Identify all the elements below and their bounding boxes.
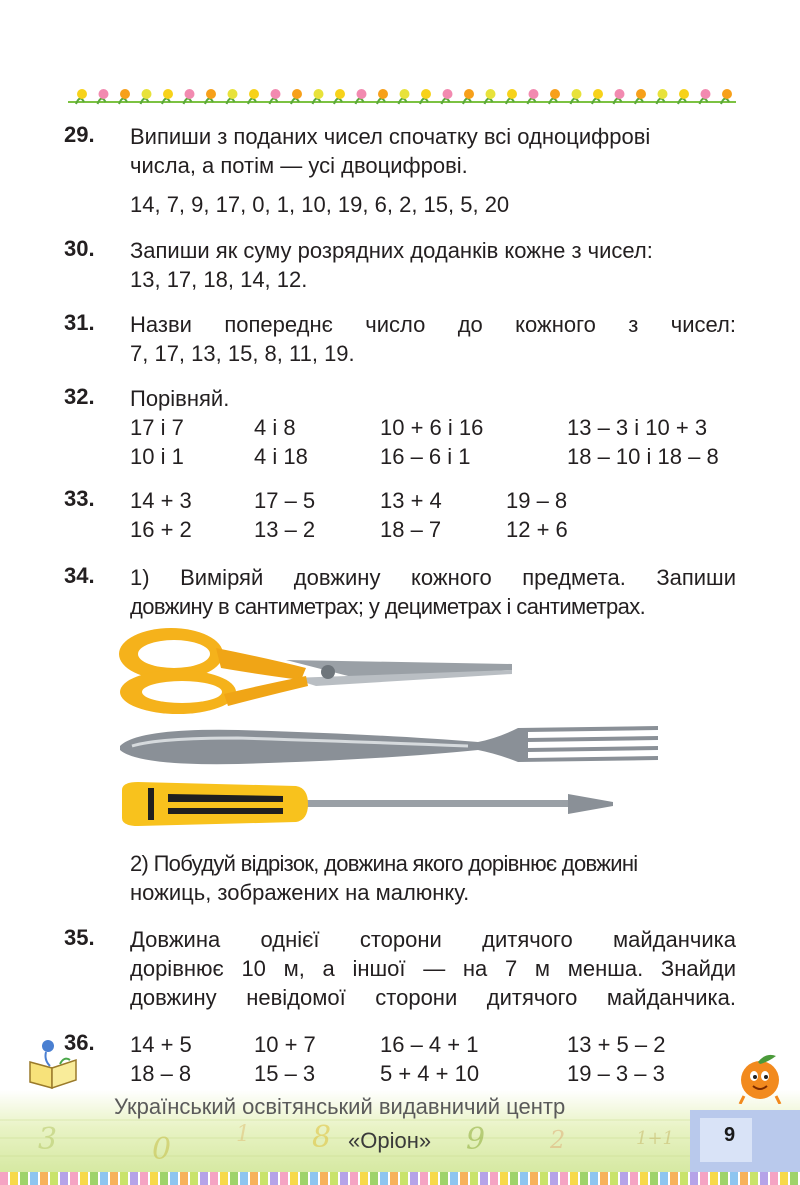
expression: 17 і 7 bbox=[130, 415, 184, 440]
decor-digit: 8 bbox=[312, 1120, 332, 1155]
expression: 13 – 2 bbox=[254, 517, 316, 542]
task-text: довжину в сантиметрах; у дециметрах і сантиметрах. bbox=[130, 594, 646, 619]
expression: 4 і 8 bbox=[254, 415, 296, 440]
page-number: 9 bbox=[724, 1124, 736, 1146]
comparison-row bbox=[130, 442, 736, 471]
expression-row bbox=[130, 1030, 736, 1059]
task-text: Запиши як суму розрядних доданків кожне з чисел: bbox=[130, 238, 653, 263]
expression: 10 + 6 і 16 bbox=[380, 415, 484, 440]
orange-mascot-icon bbox=[736, 1052, 786, 1104]
expression: 19 – 3 – 3 bbox=[567, 1061, 665, 1086]
task-number: 29. bbox=[64, 122, 95, 147]
publisher-brand: «Оріон» bbox=[348, 1128, 432, 1153]
fork-icon bbox=[118, 720, 663, 780]
task-number: 35. bbox=[64, 925, 95, 950]
expression: 13 + 5 – 2 bbox=[567, 1032, 666, 1057]
task-text: числа, а потім — усі двоцифрові. bbox=[130, 153, 468, 178]
expression: 18 – 10 і 18 – 8 bbox=[567, 444, 719, 469]
expression: 16 + 2 bbox=[130, 517, 192, 542]
task-number: 36. bbox=[64, 1030, 95, 1055]
task-body bbox=[130, 310, 736, 368]
expression: 15 – 3 bbox=[254, 1061, 316, 1086]
number-list: 13, 17, 18, 14, 12. bbox=[130, 267, 308, 292]
expression: 14 + 5 bbox=[130, 1032, 192, 1057]
flower-border-icon bbox=[68, 80, 736, 110]
task-text: 2) Побудуй відрізок, довжина якого дорівнює довжині bbox=[130, 851, 638, 876]
task-body bbox=[130, 486, 736, 544]
expression: 5 + 4 + 10 bbox=[380, 1061, 480, 1086]
number-list: 14, 7, 9, 17, 0, 1, 10, 19, 6, 2, 15, 5, 20 bbox=[130, 192, 510, 217]
expression: 13 + 4 bbox=[380, 488, 442, 513]
expression: 12 + 6 bbox=[506, 517, 568, 542]
task-body bbox=[130, 384, 736, 471]
task-body bbox=[130, 849, 736, 907]
expression: 18 – 7 bbox=[380, 517, 442, 542]
expression: 10 і 1 bbox=[130, 444, 184, 469]
decor-digit: 1+1 bbox=[636, 1128, 674, 1149]
expression: 16 – 4 + 1 bbox=[380, 1032, 479, 1057]
screwdriver-icon bbox=[118, 780, 613, 830]
expression: 17 – 5 bbox=[254, 488, 316, 513]
expression: 13 – 3 і 10 + 3 bbox=[567, 415, 708, 440]
decor-digit: 9 bbox=[466, 1122, 486, 1157]
task-body bbox=[130, 122, 736, 219]
measurement-objects bbox=[110, 620, 670, 835]
task-text: Випиши з поданих чисел спочатку всі одноцифрові bbox=[130, 124, 651, 149]
decor-digit: 0 bbox=[152, 1132, 172, 1167]
decor-digit: 1 bbox=[236, 1122, 250, 1147]
task-number: 30. bbox=[64, 236, 95, 261]
expression: 16 – 6 і 1 bbox=[380, 444, 471, 469]
comparison-row bbox=[130, 413, 736, 442]
number-list: 7, 17, 13, 15, 8, 11, 19. bbox=[130, 341, 355, 366]
expression-row bbox=[130, 486, 736, 515]
expression: 19 – 8 bbox=[506, 488, 568, 513]
task-text: ножиць, зображених на малюнку. bbox=[130, 880, 470, 905]
task-body bbox=[130, 1030, 736, 1088]
decor-digit: 3 bbox=[38, 1122, 58, 1157]
task-text: дорівнює 10 м, а іншої — на 7 м менша. Знайди bbox=[130, 956, 736, 981]
expression-row bbox=[130, 1059, 736, 1088]
task-text: довжину невідомої сторони дитячого майданчика. bbox=[130, 985, 736, 1010]
expression: 10 + 7 bbox=[254, 1032, 316, 1057]
task-text: Довжина однієї сторони дитячого майданчика bbox=[130, 927, 736, 952]
task-number: 32. bbox=[64, 384, 95, 409]
task-body bbox=[130, 563, 736, 621]
expression: 4 і 18 bbox=[254, 444, 308, 469]
task-number: 34. bbox=[64, 563, 95, 588]
expression: 18 – 8 bbox=[130, 1061, 192, 1086]
expression: 14 + 3 bbox=[130, 488, 192, 513]
expression-row bbox=[130, 515, 736, 544]
task-number: 31. bbox=[64, 310, 95, 335]
task-number: 33. bbox=[64, 486, 95, 511]
task-text: 1) Виміряй довжину кожного предмета. Запиши bbox=[130, 565, 736, 590]
task-text: Порівняй. bbox=[130, 386, 230, 411]
decor-digit: 2 bbox=[550, 1126, 566, 1154]
publisher-name: Український освітянський видавничий центр bbox=[114, 1094, 566, 1119]
task-text: Назви попереднє число до кожного з чисел: bbox=[130, 312, 736, 337]
task-body bbox=[130, 236, 736, 294]
scissors-icon bbox=[116, 620, 516, 720]
task-body bbox=[130, 925, 736, 1012]
